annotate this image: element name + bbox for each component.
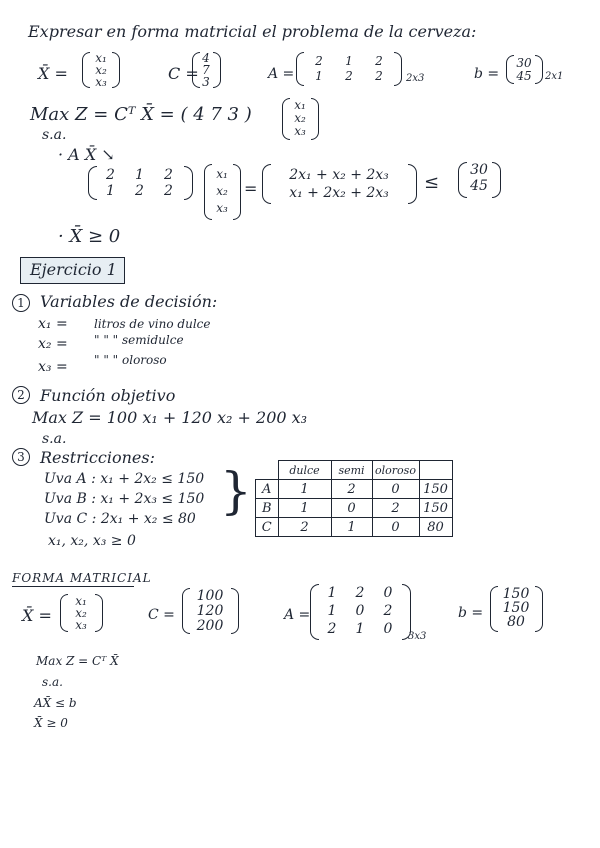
- var-desc: " " " semidulce: [94, 333, 184, 347]
- ax-label: · A X̄ ↘: [58, 145, 115, 164]
- x-vector: [67, 594, 95, 630]
- sa-text: s.a.: [42, 431, 67, 447]
- intro-text: Expresar en forma matricial el problema de la cerveza:: [28, 22, 477, 41]
- table-cell: 80: [419, 518, 452, 537]
- x-entry: x₃: [216, 201, 228, 215]
- table-row: [256, 518, 453, 537]
- rhs-column: [466, 162, 492, 194]
- a-entry: 2: [315, 54, 323, 68]
- a-entry: 2: [375, 69, 383, 83]
- x-label: X̄ =: [22, 606, 52, 625]
- c-vector: [199, 51, 213, 87]
- a-entry: 0: [355, 603, 365, 619]
- a-label: A =: [284, 607, 311, 623]
- a-entry: 0: [383, 621, 393, 637]
- constraint-line: Uva B : x₁ + 2x₃ ≤ 150: [44, 491, 205, 507]
- x-vector: [289, 98, 311, 137]
- var-name: x₁ =: [38, 316, 68, 332]
- coef-entry: 2: [135, 183, 144, 199]
- a-entry: 1: [327, 603, 337, 619]
- table-cell: 2: [372, 499, 419, 518]
- underline: [12, 586, 134, 587]
- paren: [112, 52, 120, 88]
- table-header: semi: [338, 463, 365, 477]
- paren: [492, 162, 501, 198]
- resource-table: [255, 460, 453, 537]
- a-entry: 1: [345, 54, 353, 68]
- c-label: C =: [148, 607, 175, 623]
- equals: =: [244, 179, 258, 198]
- table-cell: 1: [331, 518, 372, 537]
- coef-entry: 2: [164, 183, 173, 199]
- paren: [233, 164, 241, 220]
- table-cell: A: [256, 480, 279, 499]
- sa-text: s.a.: [42, 127, 67, 143]
- table-cell: 1: [278, 480, 331, 499]
- nonneg-line: · X̄ ≥ 0: [58, 226, 121, 247]
- step-number: 1: [12, 294, 30, 312]
- table-cell: 150: [419, 499, 452, 518]
- x-vector: [90, 51, 112, 87]
- coef-entry: 2: [106, 167, 115, 183]
- step2-title: Función objetivo: [40, 386, 176, 405]
- a-entry: 1: [327, 585, 337, 601]
- x-entry: x₃: [95, 75, 107, 89]
- x-entry: x₂: [95, 63, 107, 77]
- a-entry: 2: [345, 69, 353, 83]
- b-entry: 80: [507, 614, 525, 630]
- table-cell: 2: [278, 518, 331, 537]
- a-entry: 2: [327, 621, 337, 637]
- x-entry: x₁: [216, 167, 228, 181]
- b-label: b =: [474, 66, 500, 82]
- leq-sign: ≤: [424, 172, 440, 193]
- a-matrix: [318, 585, 402, 639]
- x-column: [211, 167, 233, 218]
- a-entry: 2: [375, 54, 383, 68]
- matricial-line: Max Z = Cᵀ X̄: [36, 654, 119, 668]
- c-entry: 200: [196, 618, 224, 634]
- table-cell: 150: [419, 480, 452, 499]
- paren: [184, 166, 193, 200]
- c-entry: 120: [196, 603, 224, 619]
- a-entry: 0: [383, 585, 393, 601]
- paren: [82, 52, 90, 88]
- b-label: b =: [458, 605, 484, 621]
- c-entry: 100: [196, 588, 224, 604]
- x-entry: x₁: [294, 98, 306, 112]
- var-name: x₃ =: [38, 359, 68, 375]
- step-number: 3: [12, 448, 30, 466]
- paren: [311, 98, 319, 140]
- x-entry: x₁: [95, 51, 107, 65]
- nonneg-line: x₁, x₂, x₃ ≥ 0: [48, 533, 136, 549]
- step1-title: Variables de decisión:: [40, 292, 218, 311]
- paren: [535, 586, 543, 632]
- expr-entry: x₁ + 2x₂ + 2x₃: [289, 185, 389, 201]
- a-dim: 3x3: [408, 631, 427, 642]
- c-entry: 7: [202, 63, 210, 77]
- x-entry: x₃: [294, 124, 306, 138]
- coef-entry: 1: [106, 183, 115, 199]
- b-entry: 150: [502, 586, 530, 602]
- paren: [296, 52, 304, 86]
- rhs-entry: 45: [470, 178, 488, 194]
- brace: }: [220, 462, 252, 520]
- c-vector: [189, 588, 231, 633]
- b-vector: [513, 56, 535, 82]
- expr-entry: 2x₁ + x₂ + 2x₃: [289, 167, 389, 183]
- rhs-entry: 30: [470, 162, 488, 178]
- objective-function: Max Z = 100 x₁ + 120 x₂ + 200 x₃: [32, 408, 308, 427]
- paren: [213, 52, 221, 88]
- paren: [535, 55, 543, 84]
- constraint-line: Uva A : x₁ + 2x₂ ≤ 150: [44, 471, 205, 487]
- x-entry: x₁: [75, 594, 87, 608]
- paren: [408, 164, 417, 204]
- x-label: X̄ =: [38, 64, 68, 83]
- c-label: C =: [168, 64, 199, 83]
- x-entry: x₂: [75, 606, 87, 620]
- b-dim: 2x1: [545, 71, 564, 82]
- a-matrix: [304, 54, 394, 84]
- table-cell: B: [256, 499, 279, 518]
- table-header: oloroso: [375, 463, 416, 477]
- constraint-line: Uva C : 2x₁ + x₂ ≤ 80: [44, 511, 196, 527]
- coef-matrix: [96, 167, 184, 199]
- table-cell: 0: [372, 480, 419, 499]
- b-entry: 30: [516, 56, 532, 70]
- x-entry: x₃: [75, 618, 87, 632]
- var-name: x₂ =: [38, 336, 68, 352]
- table-cell: 1: [278, 499, 331, 518]
- expr-column: [270, 167, 408, 203]
- matricial-line: X̄ ≥ 0: [34, 716, 68, 730]
- b-vector: [497, 586, 535, 628]
- table-row: [256, 480, 453, 499]
- max-line: Max Z = Cᵀ X̄ = ( 4 7 3 ): [30, 104, 252, 125]
- step-number: 2: [12, 386, 30, 404]
- x-entry: x₂: [294, 111, 306, 125]
- table-header: dulce: [289, 463, 320, 477]
- table-cell: 0: [331, 499, 372, 518]
- var-desc: " " " oloroso: [94, 353, 167, 367]
- step3-title: Restricciones:: [40, 448, 155, 467]
- a-dim: 2x3: [406, 73, 425, 84]
- a-entry: 1: [315, 69, 323, 83]
- b-entry: 45: [516, 69, 532, 83]
- coef-entry: 2: [164, 167, 173, 183]
- a-entry: 2: [383, 603, 393, 619]
- paren: [231, 588, 239, 634]
- matricial-line: s.a.: [42, 675, 63, 689]
- coef-entry: 1: [135, 167, 144, 183]
- x-entry: x₂: [216, 184, 228, 198]
- matricial-line: AX̄ ≤ b: [34, 696, 77, 710]
- paren: [394, 52, 402, 86]
- var-desc: litros de vino dulce: [94, 317, 211, 331]
- ejercicio-title: Ejercicio 1: [30, 260, 117, 279]
- table-cell: 0: [372, 518, 419, 537]
- table-cell: C: [256, 518, 279, 537]
- b-entry: 150: [502, 600, 530, 616]
- table-row: [256, 499, 453, 518]
- table-cell: 2: [331, 480, 372, 499]
- a-entry: 1: [355, 621, 365, 637]
- a-label: A =: [268, 66, 295, 82]
- matricial-title: FORMA MATRICIAL: [12, 571, 152, 585]
- paren: [95, 594, 103, 632]
- a-entry: 2: [355, 585, 365, 601]
- c-entry: 4: [202, 51, 210, 65]
- c-entry: 3: [202, 75, 210, 89]
